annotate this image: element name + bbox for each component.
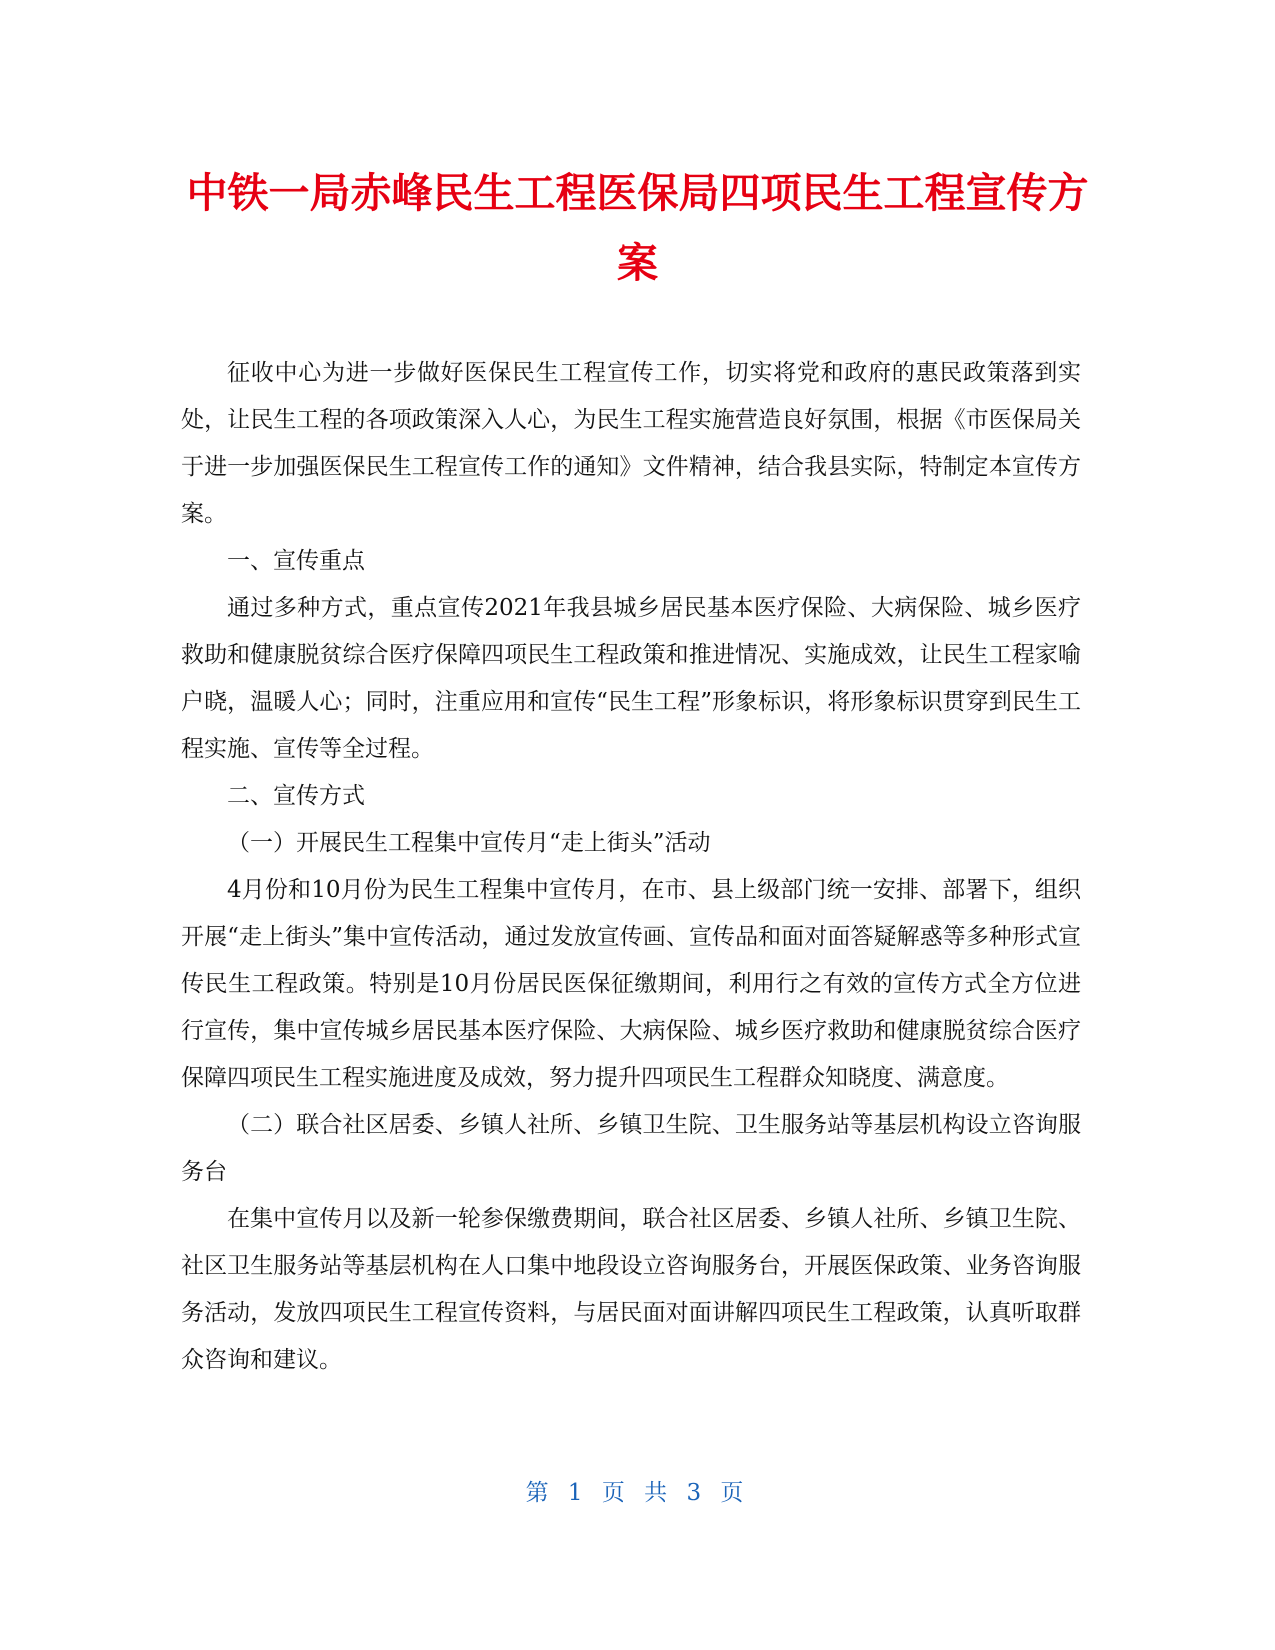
page-number-footer: 第 1 页 共 3 页 [525,1480,750,1506]
paragraph-method-2: 在集中宣传月以及新一轮参保缴费期间，联合社区居委、乡镇人社所、乡镇卫生院、社区卫生服务站等基层机构在人口集中地段设立咨询服务台，开展医保政策、业务咨询服务活动，发放四项民生工程宣传资料，与居民面对面讲解四项民生工程政策，认真听取群众咨询和建议。 [181,1206,1081,1373]
paragraph-focus: 通过多种方式，重点宣传2021年我县城乡居民基本医疗保险、大病保险、城乡医疗救助和健康脱贫综合医疗保障四项民生工程政策和推进情况、实施成效，让民生工程家喻户晓，温暖人心；同时，注重应用和宣传“民生工程”形象标识，将形象标识贯穿到民生工程实施、宣传等全过程。 [181,595,1081,762]
paragraph-method-1: 4月份和10月份为民生工程集中宣传月，在市、县上级部门统一安排、部署下，组织开展“走上街头”集中宣传活动，通过发放宣传画、宣传品和面对面答疑解惑等多种形式宣传民生工程政策。特别是10月份居民医保征缴期间，利用行之有效的宣传方式全方位进行宣传，集中宣传城乡居民基本医疗保险、大病保险、城乡医疗救助和健康脱贫综合医疗保障四项民生工程实施进度及成效，努力提升四项民生工程群众知晓度、满意度。 [181,877,1081,1091]
subsection-heading-1: （一）开展民生工程集中宣传月“走上街头”活动 [227,830,711,856]
subsection-heading-2: （二）联合社区居委、乡镇人社所、乡镇卫生院、卫生服务站等基层机构设立咨询服务台 [181,1112,1081,1185]
document-body [181,350,1081,1384]
paragraph-intro: 征收中心为进一步做好医保民生工程宣传工作，切实将党和政府的惠民政策落到实处，让民生工程的各项政策深入人心，为民生工程实施营造良好氛围，根据《市医保局关于进一步加强医保民生工程宣传工作的通知》文件精神，结合我县实际，特制定本宣传方案。 [181,360,1081,527]
section-heading-methods: 二、宣传方式 [227,783,365,809]
document-title: 中铁一局赤峰民生工程医保局四项民生工程宣传方案 [186,169,1089,287]
section-heading-focus: 一、宣传重点 [227,548,365,574]
